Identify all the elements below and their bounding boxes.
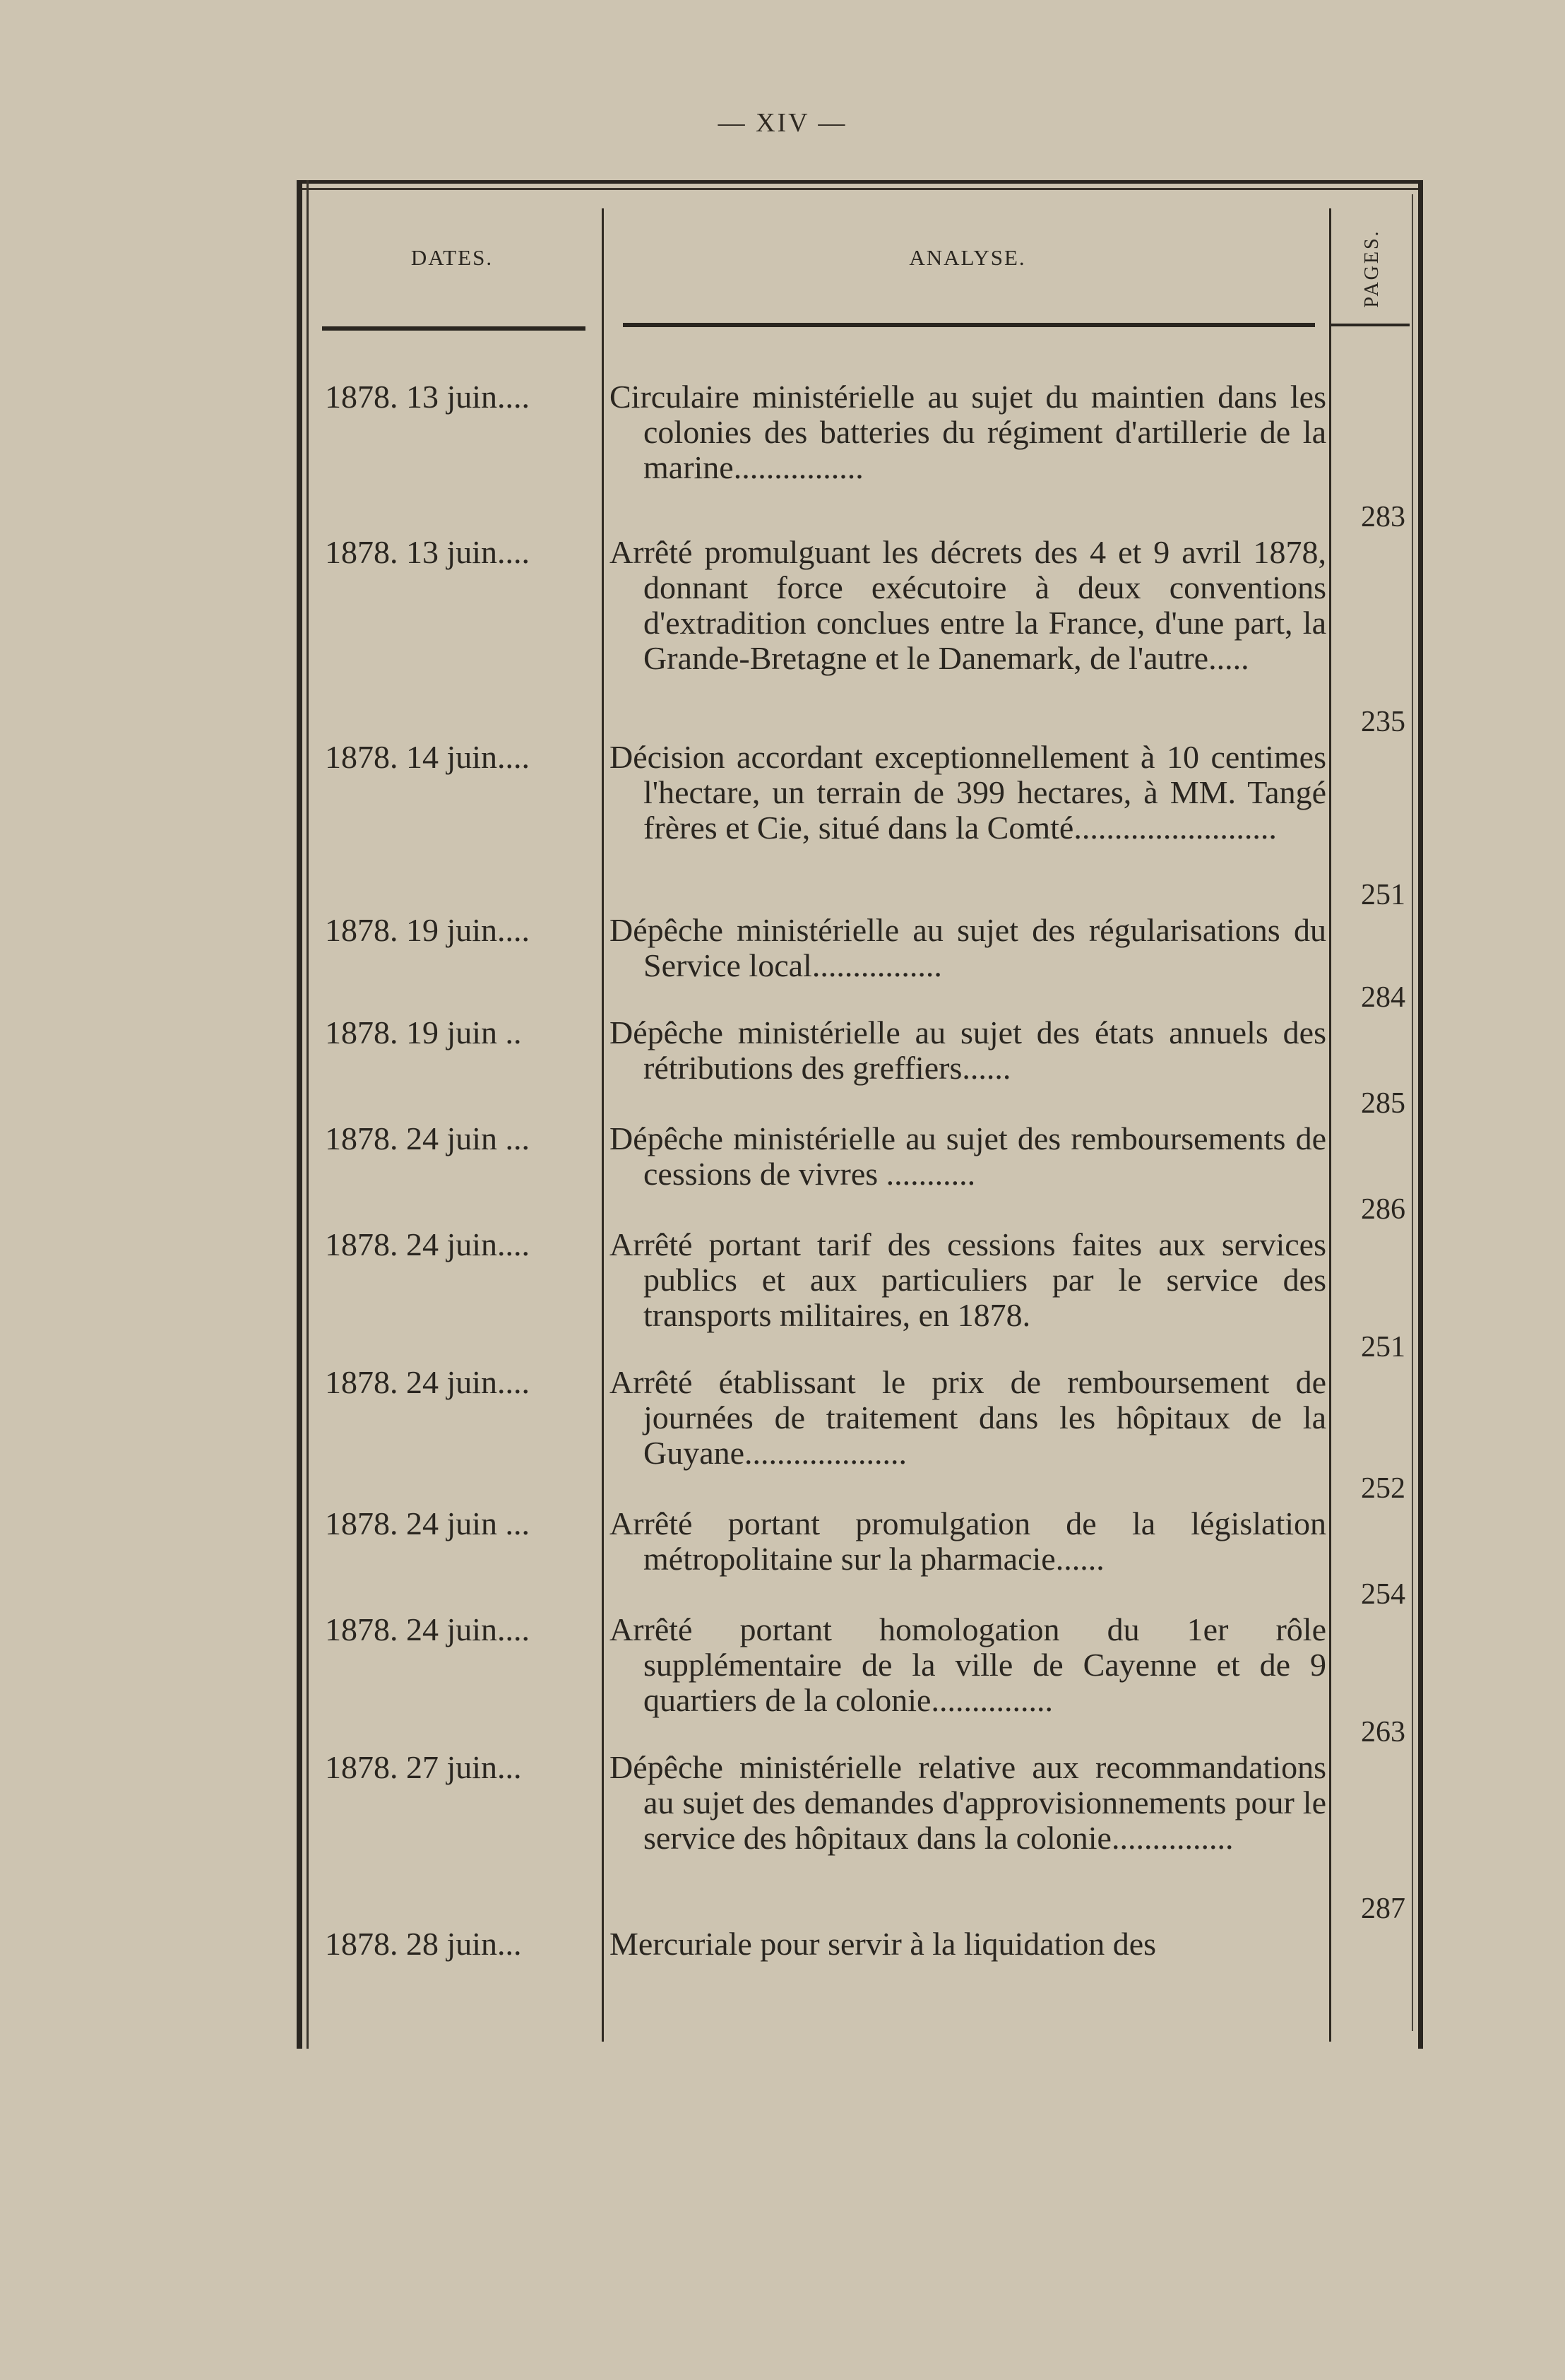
page-number: — XIV — bbox=[718, 108, 847, 138]
entry-analysis: Arrêté établissant le prix de remboursement de journées de traitement dans les hôpitaux de la Guyane.................... bbox=[609, 1364, 1326, 1471]
entry-date: 1878. 13 juin.... bbox=[325, 379, 530, 415]
header-pages-cell bbox=[1344, 208, 1400, 328]
entry-analysis: Arrêté promulguant les décrets des 4 et 9 avril 1878, donnant force exécutoire à deux conventions d'extradition conclues entre la France, d'une part, la Grande-Bretagne et le Danemark, de l'autre..... bbox=[609, 534, 1326, 676]
entry-page: 254 bbox=[1361, 1578, 1405, 1611]
entry-analysis: Arrêté portant promulgation de la législation métropolitaine sur la pharmacie...... bbox=[609, 1505, 1326, 1577]
header-pages: PAGES. bbox=[1361, 229, 1383, 308]
header-rule-analyse bbox=[623, 323, 1315, 327]
entry-analysis: Arrêté portant homologation du 1er rôle supplémentaire de la ville de Cayenne et de 9 quartiers de la colonie............... bbox=[609, 1611, 1326, 1718]
entry-date: 1878. 13 juin.... bbox=[325, 535, 530, 570]
table-row bbox=[297, 1365, 1423, 1506]
entry-analysis bbox=[609, 740, 1326, 846]
table-row bbox=[297, 1612, 1423, 1750]
entry-page: 235 bbox=[1361, 706, 1405, 738]
entry-page: 284 bbox=[1361, 981, 1405, 1014]
table-row bbox=[297, 1506, 1423, 1612]
entry-page: 263 bbox=[1361, 1716, 1405, 1748]
entry-page: 283 bbox=[1361, 501, 1405, 533]
entry-analysis: Dépêche ministérielle au sujet des remboursements de cessions de vivres ........... bbox=[609, 1120, 1326, 1192]
entry-analysis: Circulaire ministérielle au sujet du maintien dans les colonies des batteries du régiment d'artillerie de la marine................ bbox=[609, 379, 1326, 485]
table-row bbox=[297, 740, 1423, 913]
header-dates: DATES. bbox=[410, 245, 494, 270]
entry-analysis: Mercuriale pour servir à la liquidation des bbox=[609, 1926, 1157, 1962]
entry-analysis: Dépêche ministérielle au sujet des régularisations du Service local................ bbox=[609, 912, 1326, 983]
table-row bbox=[297, 1750, 1423, 1926]
header-rule-dates bbox=[322, 326, 585, 331]
entry-date: 1878. 24 juin ... bbox=[325, 1121, 530, 1156]
entry-date: 1878. 19 juin.... bbox=[325, 913, 530, 948]
entry-date: 1878. 14 juin.... bbox=[325, 740, 530, 775]
table-row bbox=[297, 535, 1423, 740]
entry-analysis: Arrêté portant tarif des cessions faites aux services publics et aux particuliers par le service des transports militaires, en 1878. bbox=[609, 1226, 1326, 1333]
table-header bbox=[297, 180, 1423, 336]
entry-page: 285 bbox=[1361, 1087, 1405, 1120]
table-row bbox=[297, 913, 1423, 1015]
entry-page: 286 bbox=[1361, 1193, 1405, 1226]
table-row bbox=[297, 1121, 1423, 1227]
entry-date: 1878. 24 juin.... bbox=[325, 1365, 530, 1400]
entry-date: 1878. 27 juin... bbox=[325, 1750, 522, 1785]
entry-date: 1878. 24 juin ... bbox=[325, 1506, 530, 1541]
header-analyse: ANALYSE. bbox=[909, 245, 1026, 270]
entries-list bbox=[297, 379, 1423, 1983]
entry-analysis: Dépêche ministérielle au sujet des états annuels des rétributions des greffiers...... bbox=[609, 1014, 1326, 1086]
table-row bbox=[297, 1227, 1423, 1365]
entry-page: 252 bbox=[1361, 1472, 1405, 1505]
entry-date: 1878. 28 juin... bbox=[325, 1926, 522, 1962]
entry-page: 287 bbox=[1361, 1893, 1405, 1925]
entry-date: 1878. 19 juin .. bbox=[325, 1015, 522, 1050]
entry-analysis-part: Décision accordant exceptionnellement à 10 centimes l'hectare, un terrain de 399 hectares, à MM. Tangé frères et Cie, situé dans la Comté......................... bbox=[609, 739, 1326, 846]
table-row bbox=[297, 1015, 1423, 1121]
entry-analysis: Dépêche ministérielle relative aux recommandations au sujet des demandes d'approvisionnements pour le service des hôpitaux dans la colonie............... bbox=[609, 1749, 1326, 1856]
index-table bbox=[297, 180, 1423, 2049]
entry-page: 251 bbox=[1361, 879, 1405, 911]
entry-date: 1878. 24 juin.... bbox=[325, 1612, 530, 1647]
entry-date: 1878. 24 juin.... bbox=[325, 1227, 530, 1262]
table-row bbox=[297, 1926, 1423, 1983]
entry-page: 251 bbox=[1361, 1331, 1405, 1363]
header-rule-pages bbox=[1331, 324, 1410, 326]
table-row bbox=[297, 379, 1423, 535]
